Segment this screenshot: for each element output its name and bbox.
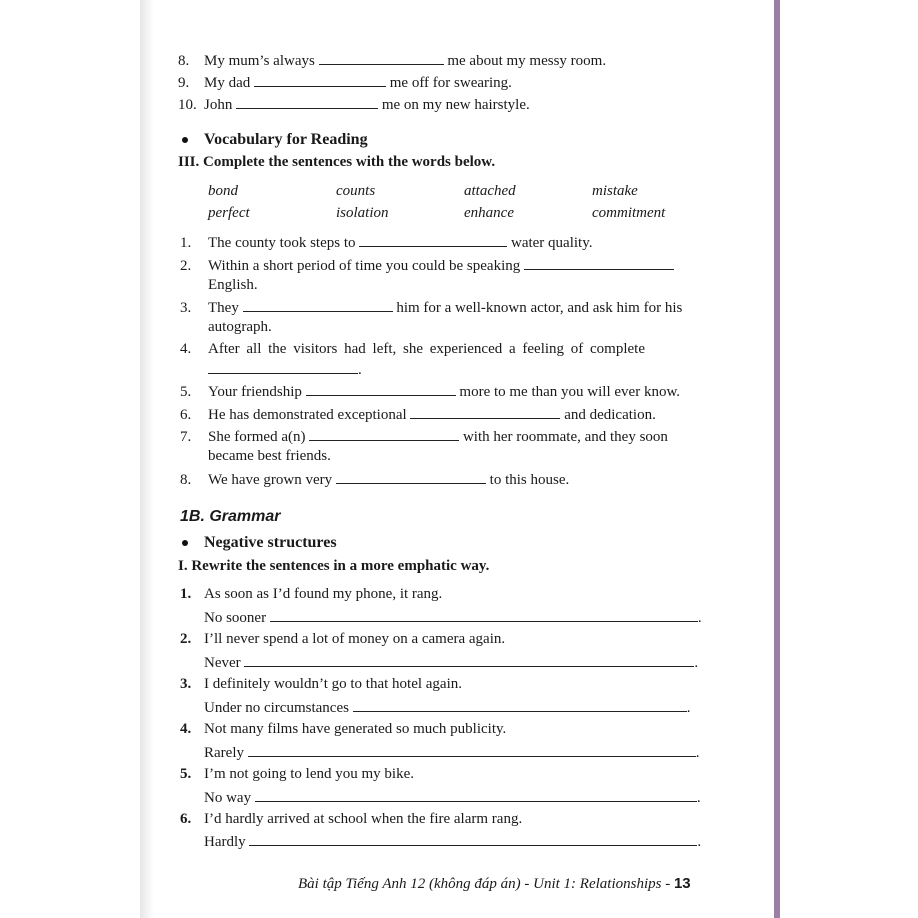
- exercise-item: 1. As soon as I’d found my phone, it rang.: [180, 586, 443, 602]
- rewrite-line: Never .: [204, 652, 698, 673]
- word-box-item: mistake: [592, 183, 638, 199]
- grammar-heading: Negative structures: [204, 534, 337, 551]
- answer-blank[interactable]: [336, 469, 486, 484]
- exercise-item: 2. I’ll never spend a lot of money on a camera again.: [180, 631, 506, 647]
- rewrite-line: Rarely .: [204, 742, 699, 763]
- rewrite-line: Hardly .: [204, 831, 701, 852]
- word-box-item: perfect: [208, 205, 250, 221]
- section-title: 1B. Grammar: [180, 508, 281, 525]
- exercise-item: 4. After all the visitors had left, she experienced a feeling of complete: [180, 341, 646, 357]
- answer-blank[interactable]: [524, 255, 674, 270]
- word-box-item: enhance: [464, 205, 514, 221]
- answer-blank[interactable]: [249, 831, 697, 846]
- answer-blank[interactable]: [254, 72, 386, 87]
- word-box-item: counts: [336, 183, 376, 199]
- answer-blank[interactable]: [208, 359, 358, 374]
- answer-blank[interactable]: [244, 652, 694, 667]
- rewrite-line: No way .: [204, 787, 701, 808]
- bullet-icon: [182, 137, 188, 143]
- vocab-heading: Vocabulary for Reading: [204, 131, 368, 148]
- exercise-item: 1. The county took steps to water quality.: [180, 232, 592, 253]
- vocab-instruction: III. Complete the sentences with the words below.: [178, 154, 496, 170]
- answer-blank[interactable]: [410, 404, 560, 419]
- answer-blank[interactable]: [248, 742, 696, 757]
- exercise-continuation: autograph.: [208, 319, 272, 335]
- word-box-item: attached: [464, 183, 516, 199]
- exercise-item: 3. They him for a well-known actor, and ask him for his: [180, 297, 682, 318]
- answer-blank[interactable]: [243, 297, 393, 312]
- rewrite-line: Under no circumstances .: [204, 697, 690, 718]
- answer-blank[interactable]: [255, 787, 697, 802]
- answer-blank[interactable]: [353, 697, 687, 712]
- exercise-item: 8. We have grown very to this house.: [180, 469, 569, 490]
- word-box-item: isolation: [336, 205, 389, 221]
- rewrite-line: No sooner .: [204, 607, 702, 628]
- exercise-item: 8. My mum’s always me about my messy room.: [178, 50, 606, 71]
- page-edge-stripe: [774, 0, 780, 918]
- exercise-item: 3. I definitely wouldn’t go to that hotel again.: [180, 676, 463, 692]
- exercise-continuation: became best friends.: [208, 448, 331, 464]
- word-box-item: bond: [208, 183, 238, 199]
- exercise-item: 7. She formed a(n) with her roommate, and they soon: [180, 426, 668, 447]
- page-footer: [298, 874, 691, 894]
- exercise-continuation: .: [208, 359, 362, 380]
- answer-blank[interactable]: [236, 94, 378, 109]
- exercise-item: 6. I’d hardly arrived at school when the fire alarm rang.: [180, 811, 523, 827]
- exercise-item: 6. He has demonstrated exceptional and dedication.: [180, 404, 656, 425]
- exercise-item: 5. Your friendship more to me than you will ever know.: [180, 381, 680, 402]
- exercise-item: 5. I’m not going to lend you my bike.: [180, 766, 414, 782]
- exercise-item: 2. Within a short period of time you could be speaking: [180, 255, 732, 276]
- page-fold-shadow: [140, 0, 154, 918]
- answer-blank[interactable]: [306, 381, 456, 396]
- exercise-item: 10. John me on my new hairstyle.: [178, 94, 530, 115]
- exercise-continuation: English.: [208, 277, 258, 293]
- answer-blank[interactable]: [359, 232, 507, 247]
- word-box-item: commitment: [592, 205, 666, 221]
- exercise-item: 9. My dad me off for swearing.: [178, 72, 512, 93]
- exercise-item: 4. Not many films have generated so much publicity.: [180, 721, 507, 737]
- answer-blank[interactable]: [270, 607, 698, 622]
- bullet-icon: [182, 540, 188, 546]
- answer-blank[interactable]: [309, 426, 459, 441]
- page-number: 13: [673, 875, 691, 892]
- answer-blank[interactable]: [319, 50, 444, 65]
- grammar-instruction: I. Rewrite the sentences in a more emphatic way.: [178, 558, 490, 574]
- footer-text: Bài tập Tiếng Anh 12 (không đáp án) - Unit 1: Relationships -: [298, 876, 671, 892]
